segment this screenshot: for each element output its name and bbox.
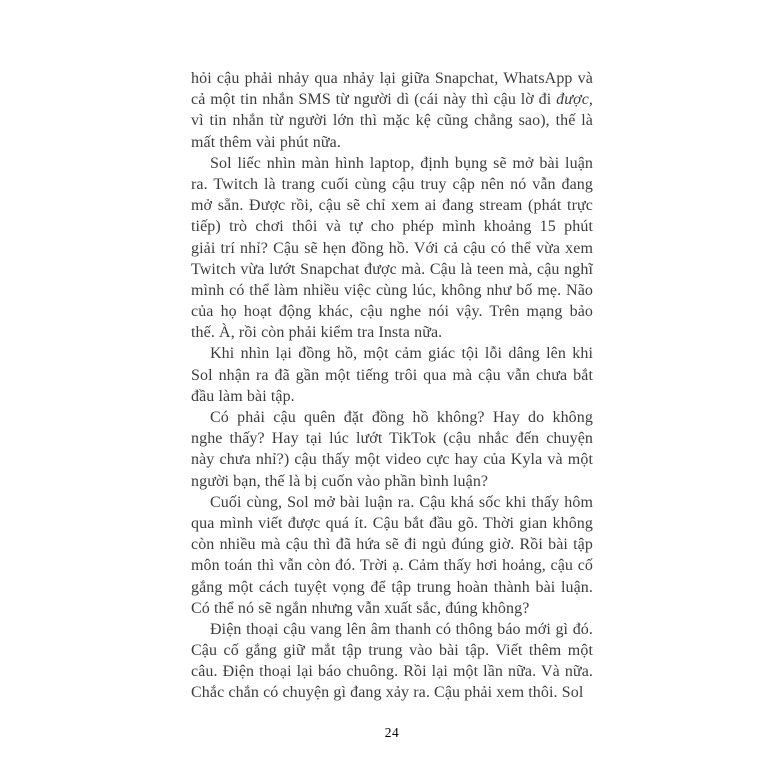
text-line: môn toán thì vẫn còn đó. Trời ạ. Cảm thấy hơi hoảng, cậu cố <box>191 557 593 575</box>
paragraph <box>191 343 593 407</box>
text-block <box>191 68 593 704</box>
text-line: Sol liếc nhìn màn hình laptop, định bụng sẽ mở bài luận <box>210 154 593 172</box>
text-line: đầu làm bài tập. <box>191 387 295 405</box>
text-line: Sol nhận ra đã gần một tiếng trôi qua mà cậu vẫn chưa bắt <box>191 366 593 384</box>
text-line: người bạn, thế là bị cuốn vào phần bình luận? <box>191 472 489 490</box>
text-line: mất thêm vài phút nữa. <box>191 133 341 151</box>
text-line: cả một tin nhắn SMS từ người dì (cái này thì cậu lờ đi được, <box>191 91 593 109</box>
text-line: hỏi cậu phải nhảy qua nhảy lại giữa Snapchat, WhatsApp và <box>191 70 593 87</box>
text-line: qua mình viết được quá ít. Cậu bắt đầu gõ. Thời gian không <box>191 514 593 532</box>
text-line: thế. À, rồi còn phải kiểm tra Insta nữa. <box>191 324 443 342</box>
text-line: Twitch vừa lướt Snapchat được mà. Cậu là teen mà, cậu nghĩ <box>191 260 593 278</box>
text-line: của họ hoạt động khác, cậu nghe nói vậy. Trên mạng bảo <box>191 303 593 321</box>
text-line: nghe thấy? Hay tại lúc lướt TikTok (cậu nhắc đến chuyện <box>191 430 593 448</box>
paragraph <box>191 407 593 492</box>
paragraph <box>191 68 593 153</box>
text-line: Chắc chắn có chuyện gì đang xảy ra. Cậu phải xem thôi. Sol <box>191 684 584 702</box>
text-line: gắng một cách tuyệt vọng để tập trung hoàn thành bài luận. <box>191 578 593 596</box>
page-number: 24 <box>384 725 400 740</box>
text-line: Cuối cùng, Sol mở bài luận ra. Cậu khá sốc khi thấy hôm <box>210 493 593 511</box>
paragraph <box>191 492 593 619</box>
text-line: này chưa nhỉ?) cậu thấy một video cực hay của Kyla và một <box>191 451 593 469</box>
text-line: Điện thoại cậu vang lên âm thanh có thông báo mới gì đó. <box>210 620 593 638</box>
text-line: giải trí nhỉ? Cậu sẽ hẹn đồng hồ. Với cả cậu có thể vừa xem <box>191 239 593 257</box>
text-line: Cậu cố gắng giữ mắt tập trung vào bài tập. Viết thêm một <box>191 642 593 660</box>
text-line: còn nhiều mà cậu thì đã hứa sẽ đi ngủ đúng giờ. Rồi bài tập <box>191 536 593 554</box>
paragraph <box>191 153 593 344</box>
text-line: Có phải cậu quên đặt đồng hồ không? Hay do không <box>210 409 593 426</box>
text-line: ra. Twitch là trang cuối cùng cậu truy cập nên nó vẫn đang <box>191 175 593 193</box>
text-line: Khi nhìn lại đồng hồ, một cảm giác tội lỗi dâng lên khi <box>210 345 593 363</box>
text-line: câu. Điện thoại lại báo chuông. Rồi lại một lần nữa. Và nữa. <box>191 663 593 681</box>
text-line: tiếp) trò chơi thôi và tự cho phép mình khoảng 15 phút <box>191 218 593 236</box>
text-line: vì tin nhắn từ người lớn thì mặc kệ cũng chẳng sao), thế là <box>191 112 593 130</box>
paragraph <box>191 619 593 704</box>
text-line: mở sẵn. Được rồi, cậu sẽ chỉ xem ai đang stream (phát trực <box>191 197 593 215</box>
text-line: mình có thể làm nhiều việc cùng lúc, không như bố mẹ. Não <box>191 281 593 299</box>
text-line: Có thể nó sẽ ngắn nhưng vẫn xuất sắc, đúng không? <box>191 599 530 617</box>
